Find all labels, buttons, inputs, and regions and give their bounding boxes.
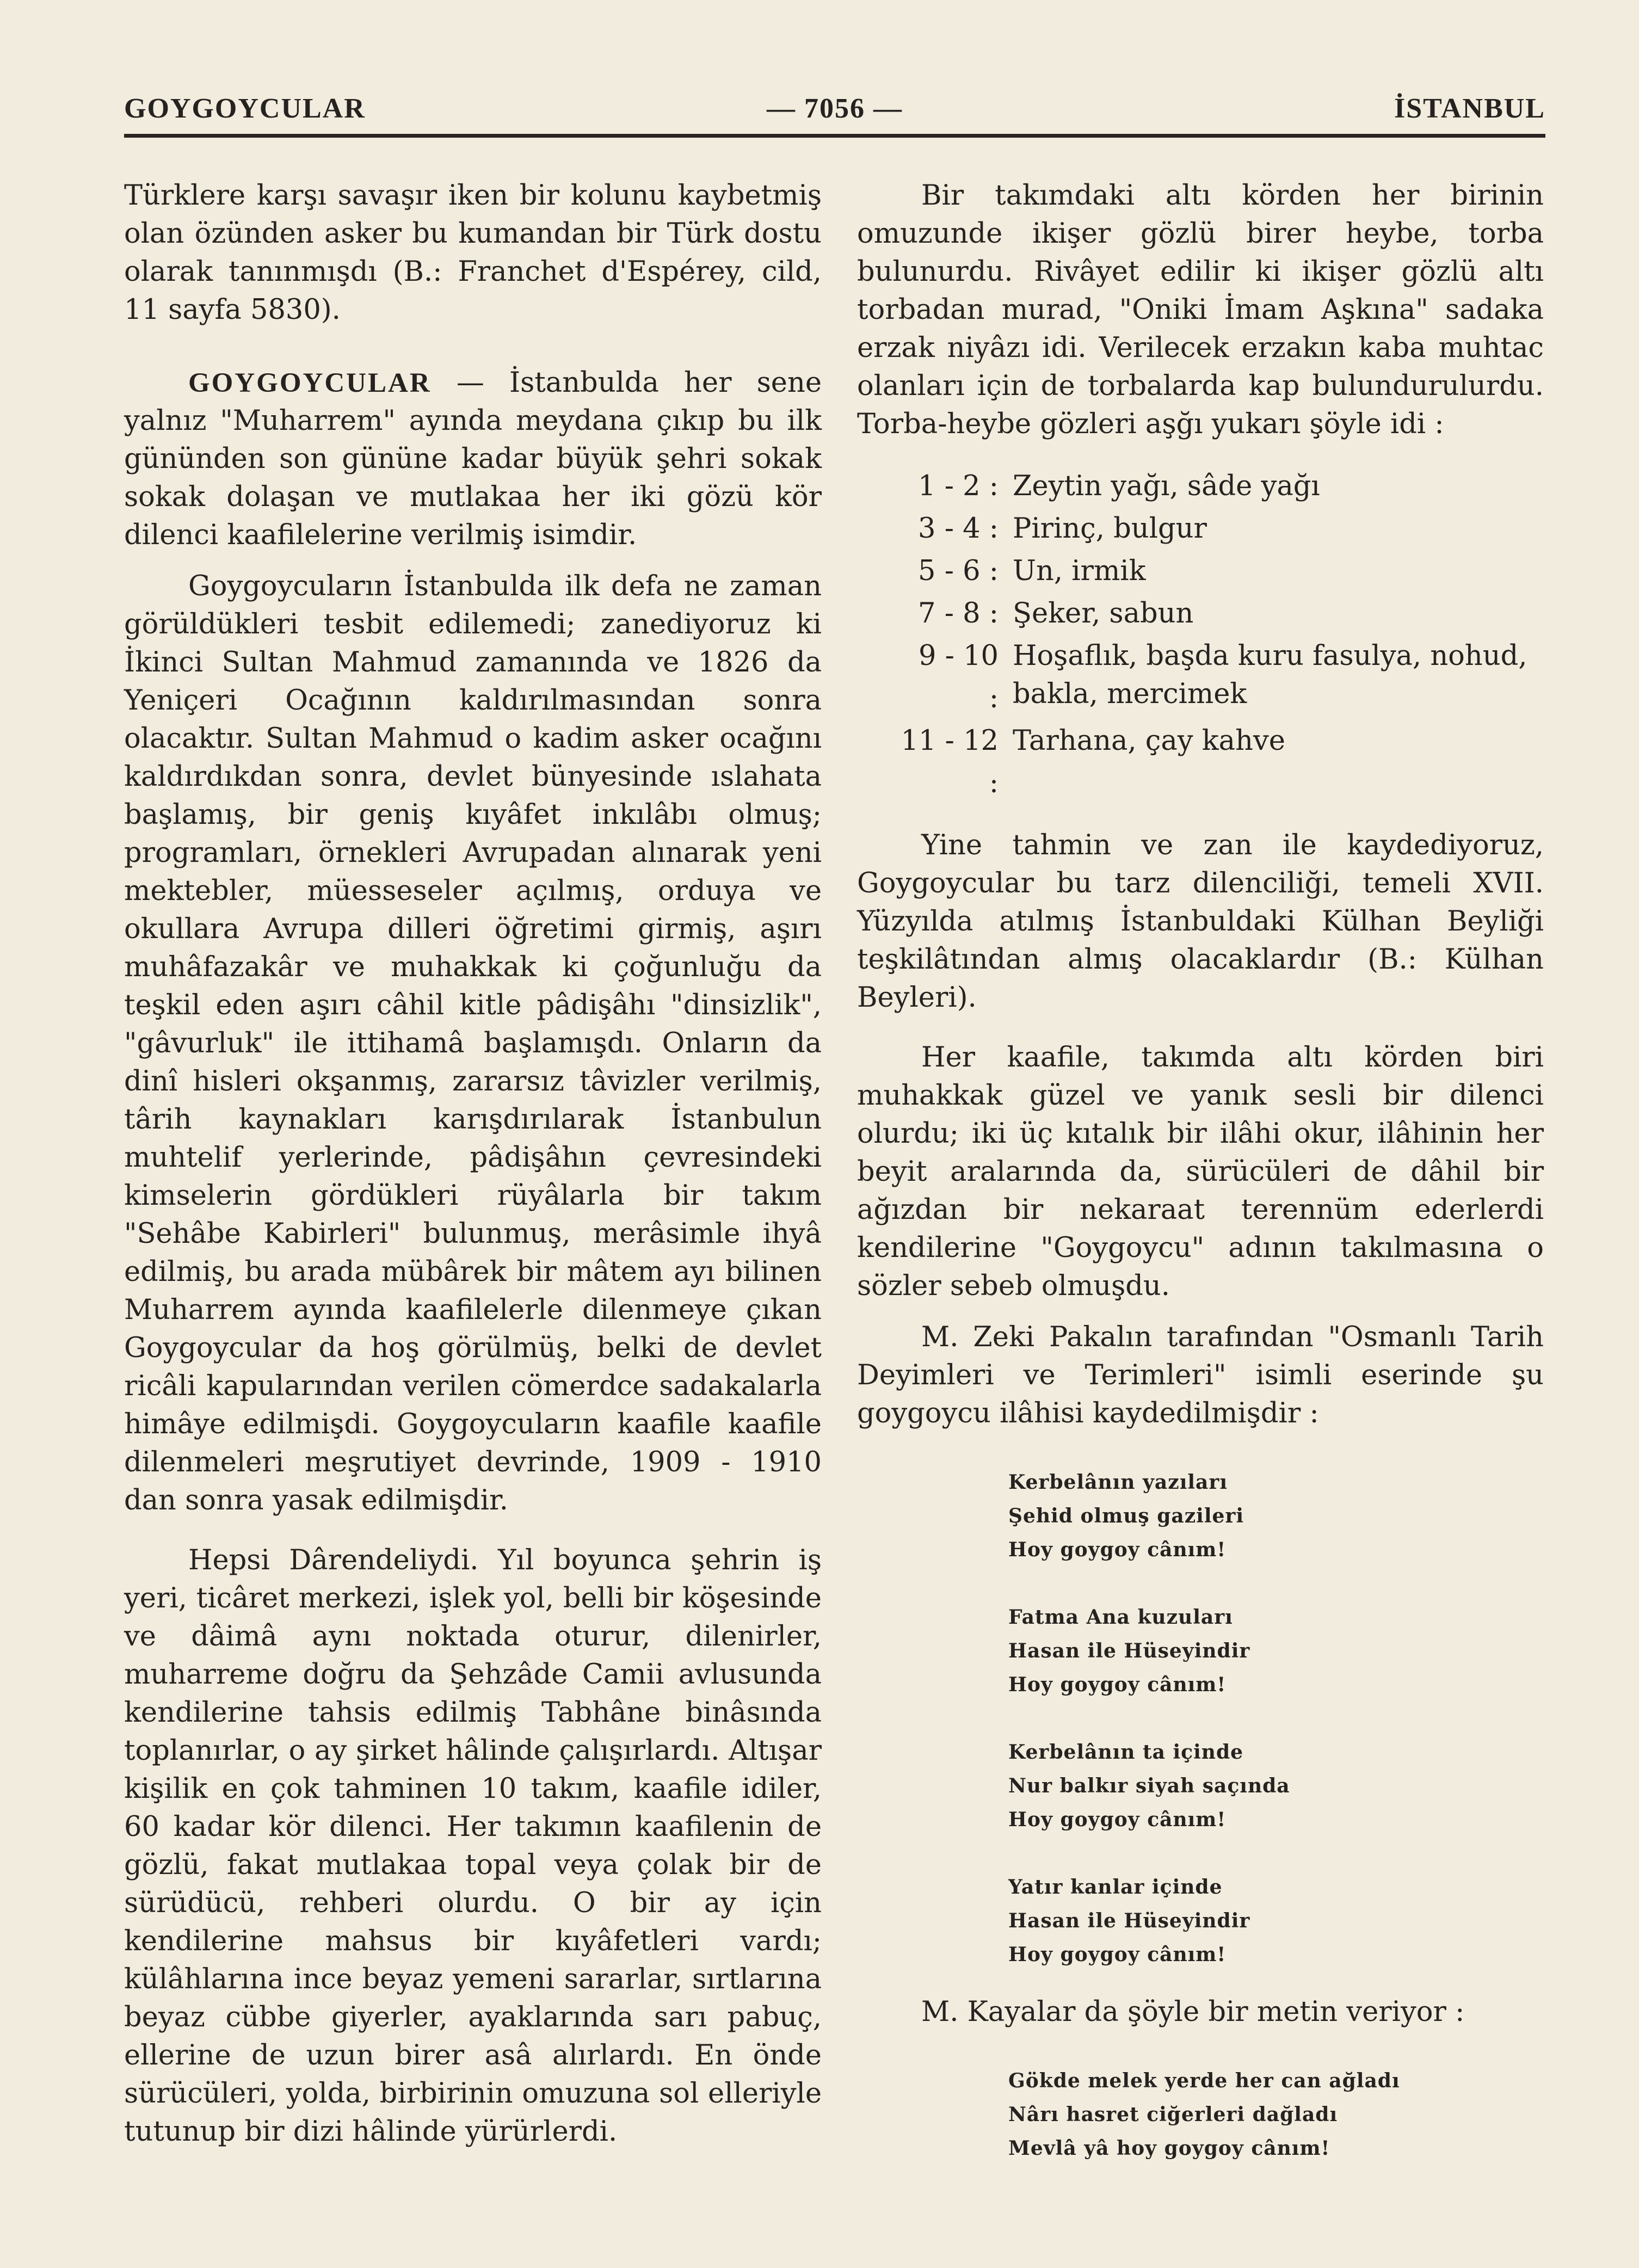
ilahi-poem bbox=[1008, 1465, 1544, 1971]
poem-line: Hasan ile Hüseyindir bbox=[1008, 1909, 1250, 1932]
poem-stanza bbox=[1008, 1600, 1544, 1702]
poem-line: Nur balkır siyah saçında bbox=[1008, 1774, 1290, 1797]
poem-line: Gökde melek yerde her can ağladı bbox=[1008, 2069, 1400, 2092]
entry-headword: GOYGOYCULAR bbox=[188, 368, 432, 398]
poem-line: Hoy goygoy cânım! bbox=[1008, 1943, 1227, 1966]
list-item-text: Pirinç, bulgur bbox=[1013, 513, 1207, 545]
list-item-number: 3 - 4 : bbox=[918, 513, 999, 545]
list-item bbox=[901, 635, 1544, 720]
running-header bbox=[124, 87, 1545, 131]
kayalar-poem bbox=[1008, 2064, 1544, 2165]
page-number: — 7056 — bbox=[767, 93, 903, 124]
list-item-text: Şeker, sabun bbox=[1013, 597, 1194, 630]
paragraph: Türklere karşı savaşır iken bir kolunu kaybetmiş olan özünden asker bu kumandan bir Türk dostu olarak tanınmışdı (B.: Franchet d'Espérey, cild, 11 sayfa 5830). bbox=[124, 180, 822, 326]
paragraph: Bir takımdaki altı körden her birinin omuzunde ikişer gözlü birer heybe, torba bulunurdu. Rivâyet edilir ki ikişer gözlü altı torbadan murad, "Oniki İmam Aşkına" sadaka erzak niyâzı idi. Verilecek erzakın kaba muhtac olanları için de torbalarda kap bulundurulurdu. Torba-heybe gözleri aşğı yukarı şöyle idi : bbox=[857, 180, 1544, 440]
list-item bbox=[901, 508, 1544, 550]
poem-line: Hoy goygoy cânım! bbox=[1008, 1538, 1227, 1561]
poem-stanza bbox=[1008, 2064, 1544, 2165]
paragraph: Goygoycuların İstanbulda ilk defa ne zaman görüldükleri tesbit edilemedi; zanediyoruz ki İkinci Sultan Mahmud zamanında ve 1826 da Yeniçeri Ocağının kaldırılmasından sonra olacaktır. Sultan Mahmud o kadim asker ocağını kaldırdıkdan sonra, devlet bünyesinde ıslahata başlamış, bir geniş kıyâfet inkılâbı olmuş; programları, örnekleri Avrupadan alınarak yeni mektebler, müesseseler açılmış, orduya ve okullara Avrupa dilleri öğretimi girmiş, aşırı muhâfazakâr ve muhakkak ki çoğunluğu da teşkil eden aşırı câhil kitle pâdişâhı "dinsizlik", "gâvurluk" ile ittihamâ başlamışdı. Onların da dinî hisleri okşanmış, zararsız tâvizler verilmiş, târih kaynakları karışdırılarak İstanbulun muhtelif yerlerinde, pâdişâhın çevresindeki kimselerin gördükleri rüyâlarla bir takım "Sehâbe Kabirleri" bulunmuş, merâsimle ihyâ edilmiş, bu arada mübârek bir mâtem ayı bilinen Muharrem ayında kaafilelerle dilenmeye çıkan Goygoycular da hoş görülmüş, belki de devlet ricâli kapularından verilen cömerdce sadakalarla himâye edilmişdi. Goygoycuların kaafile kaafile dilenmeleri meşrutiyet devrinde, 1909 - 1910 dan sonra yasak edilmişdir. bbox=[124, 570, 822, 1517]
torba-list bbox=[901, 465, 1544, 805]
paragraph: M. Zeki Pakalın tarafından "Osmanlı Tarih Deyimleri ve Terimleri" isimli eserinde şu goygoycu ilâhisi kaydedilmişdir : bbox=[857, 1321, 1544, 1429]
poem-line: Fatma Ana kuzuları bbox=[1008, 1606, 1233, 1629]
paragraph: M. Kayalar da şöyle bir metin veriyor : bbox=[921, 1996, 1465, 2028]
poem-line: Kerbelânın yazıları bbox=[1008, 1471, 1228, 1494]
list-item-number: 7 - 8 : bbox=[918, 597, 999, 630]
right-column bbox=[857, 177, 1544, 2165]
poem-line: Şehid olmuş gazileri bbox=[1008, 1505, 1244, 1527]
paragraph: Her kaafile, takımda altı körden biri muhakkak güzel ve yanık sesli bir dilenci olurdu; iki üç kıtalık bir ilâhi okur, ilâhinin her beyit aralarında da, sürücüleri de dâhil bir ağızdan bir nekaraat terennüm ederlerdi kendilerine "Goygoycu" adının takılmasına o sözler sebeb olmuşdu. bbox=[857, 1041, 1544, 1302]
list-item-text: Tarhana, çay kahve bbox=[1013, 725, 1285, 757]
entry-paragraph bbox=[124, 364, 822, 554]
list-item bbox=[901, 550, 1544, 593]
list-item-number: 11 - 12 : bbox=[901, 725, 999, 799]
list-item-number: 9 - 10 : bbox=[919, 640, 999, 714]
list-item-text: Zeytin yağı, sâde yağı bbox=[1013, 470, 1320, 502]
poem-stanza bbox=[1008, 1735, 1544, 1836]
poem-line: Nârı hasret ciğerleri dağladı bbox=[1008, 2103, 1338, 2126]
list-item bbox=[901, 720, 1544, 805]
header-rule bbox=[124, 134, 1545, 138]
header-right-title: İSTANBUL bbox=[1394, 93, 1545, 124]
entry-text: — İstanbulda her sene yalnız "Muharrem" ayında meydana çıkıp bu ilk gününden son gününe kadar büyük şehri sokak sokak dolaşan ve mutlakaa her iki gözü kör dilenci kaafilelerine verilmiş isimdir. bbox=[124, 367, 822, 551]
poem-line: Hoy goygoy cânım! bbox=[1008, 1808, 1227, 1831]
list-item bbox=[901, 593, 1544, 635]
poem-line: Kerbelânın ta içinde bbox=[1008, 1741, 1244, 1764]
poem-stanza bbox=[1008, 1870, 1544, 1971]
poem-line: Mevlâ yâ hoy goygoy cânım! bbox=[1008, 2137, 1330, 2160]
left-column bbox=[124, 177, 822, 2151]
list-item bbox=[901, 465, 1544, 508]
paragraph: Yine tahmin ve zan ile kaydediyoruz, Goygoycular bu tarz dilenciliği, temeli XVII. Yüzyılda atılmış İstanbuldaki Külhan Beyliği teşkilâtından almış olacaklardır (B.: Külhan Beyleri). bbox=[857, 829, 1544, 1014]
list-item-number: 1 - 2 : bbox=[918, 470, 999, 502]
poem-stanza bbox=[1008, 1465, 1544, 1567]
paragraph: Hepsi Dârendeliydi. Yıl boyunca şehrin iş yeri, ticâret merkezi, işlek yol, belli bir köşesinde ve dâimâ aynı noktada oturur, dilenirler, muharreme doğru da Şehzâde Camii avlusunda kendilerine tahsis edilmiş Tabhâne binâsında toplanırlar, o ay şirket hâlinde çalışırlardı. Altışar kişilik en çok tahminen 10 takım, kaafile idiler, 60 kadar kör dilenci. Her takımın kaafilenin de gözlü, fakat mutlakaa topal veya çolak bir de sürüdücü, rehberi olurdu. O bir ay için kendilerine mahsus bir kıyâfetleri vardı; külâhlarına ince beyaz yemeni sararlar, sırtlarına beyaz cübbe giyerler, ayaklarında sarı pabuç, ellerine de uzun birer asâ alırlardı. En önde sürücüleri, yolda, birbirinin omuzuna sol elleriyle tutunup bir dizi hâlinde yürürlerdi. bbox=[124, 1544, 822, 2148]
poem-line: Yatır kanlar içinde bbox=[1008, 1876, 1223, 1899]
header-left-title: GOYGOYCULAR bbox=[124, 93, 366, 124]
list-item-text: Hoşaflık, başda kuru fasulya, nohud, bakla, mercimek bbox=[1013, 640, 1527, 710]
list-item-number: 5 - 6 : bbox=[918, 555, 999, 587]
poem-line: Hasan ile Hüseyindir bbox=[1008, 1640, 1250, 1662]
poem-line: Hoy goygoy cânım! bbox=[1008, 1673, 1227, 1696]
list-item-text: Un, irmik bbox=[1013, 555, 1146, 587]
